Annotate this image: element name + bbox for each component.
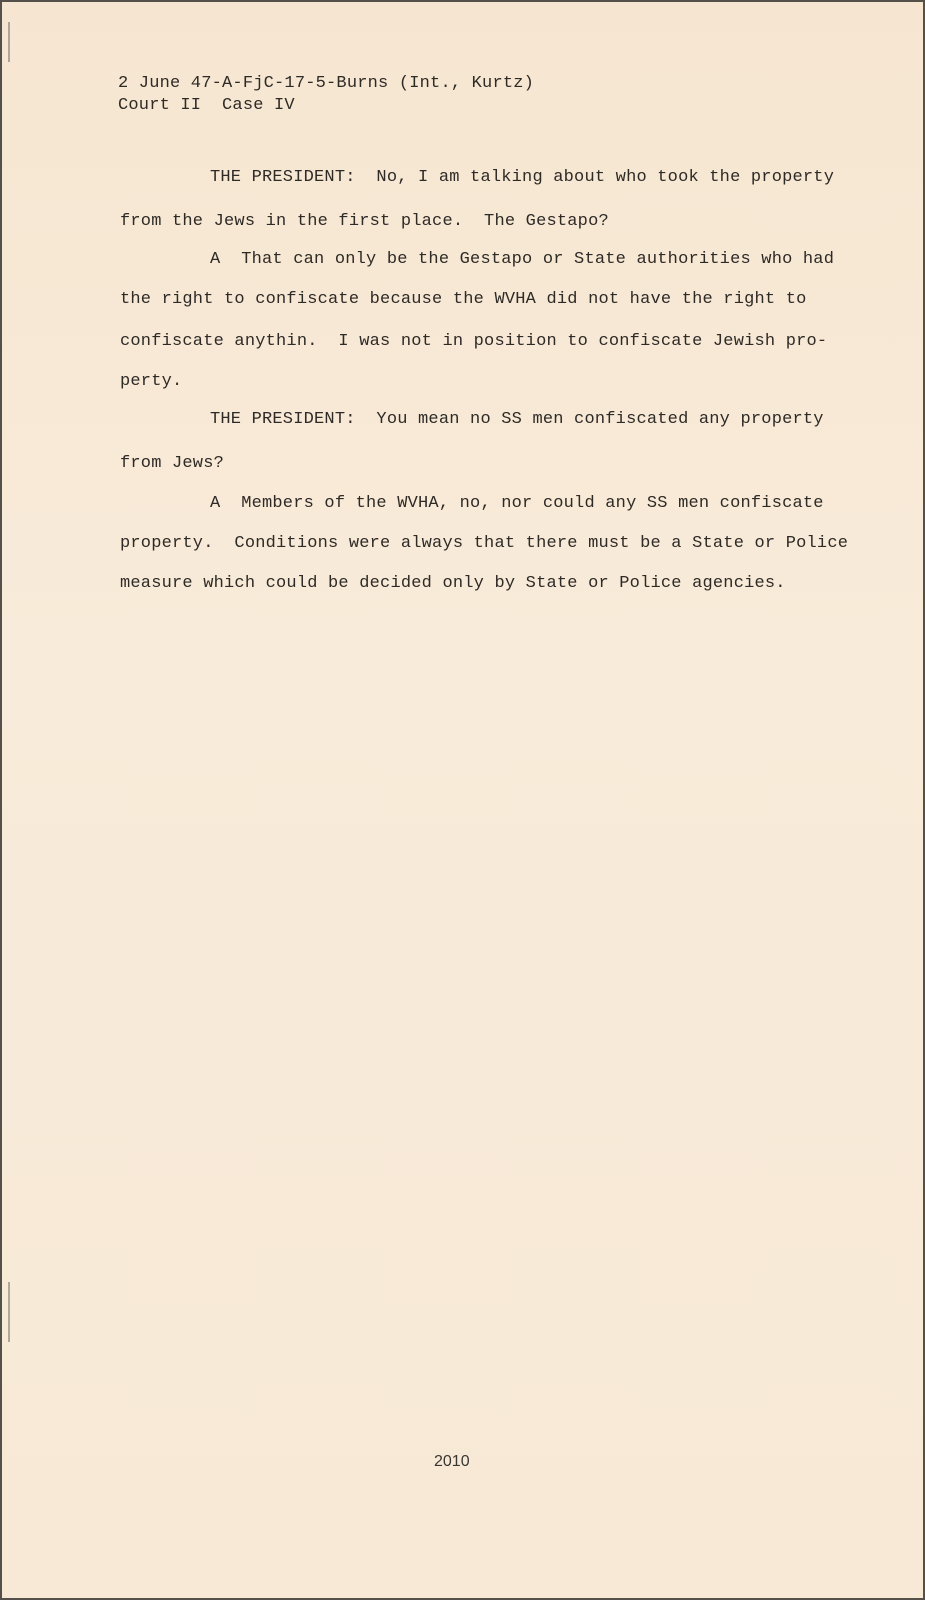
page-number: 2010 (434, 1453, 470, 1470)
text-line-9: A Members of the WVHA, no, nor could any SS men confiscate (210, 494, 824, 513)
text-line-8: from Jews? (120, 454, 225, 473)
text-line-11: measure which could be decided only by State or Police agencies. (120, 574, 786, 593)
text-line-6: perty. (120, 372, 183, 391)
text-line-1: THE PRESIDENT: No, I am talking about who took the property (210, 168, 835, 187)
text-line-5: confiscate anythin. I was not in position to confiscate Jewish pro- (120, 332, 828, 351)
paper-edge-mark (8, 22, 10, 62)
paper-edge-mark (8, 1282, 10, 1342)
text-line-4: the right to confiscate because the WVHA did not have the right to (120, 290, 807, 309)
text-line-3: A That can only be the Gestapo or State authorities who had (210, 250, 835, 269)
document-header-line-1: 2 June 47-A-FjC-17-5-Burns (Int., Kurtz) (118, 74, 535, 93)
document-header-line-2: Court II Case IV (118, 96, 295, 115)
text-line-7: THE PRESIDENT: You mean no SS men confiscated any property (210, 410, 824, 429)
text-line-10: property. Conditions were always that there must be a State or Police (120, 534, 849, 553)
text-line-2: from the Jews in the first place. The Gestapo? (120, 212, 609, 231)
